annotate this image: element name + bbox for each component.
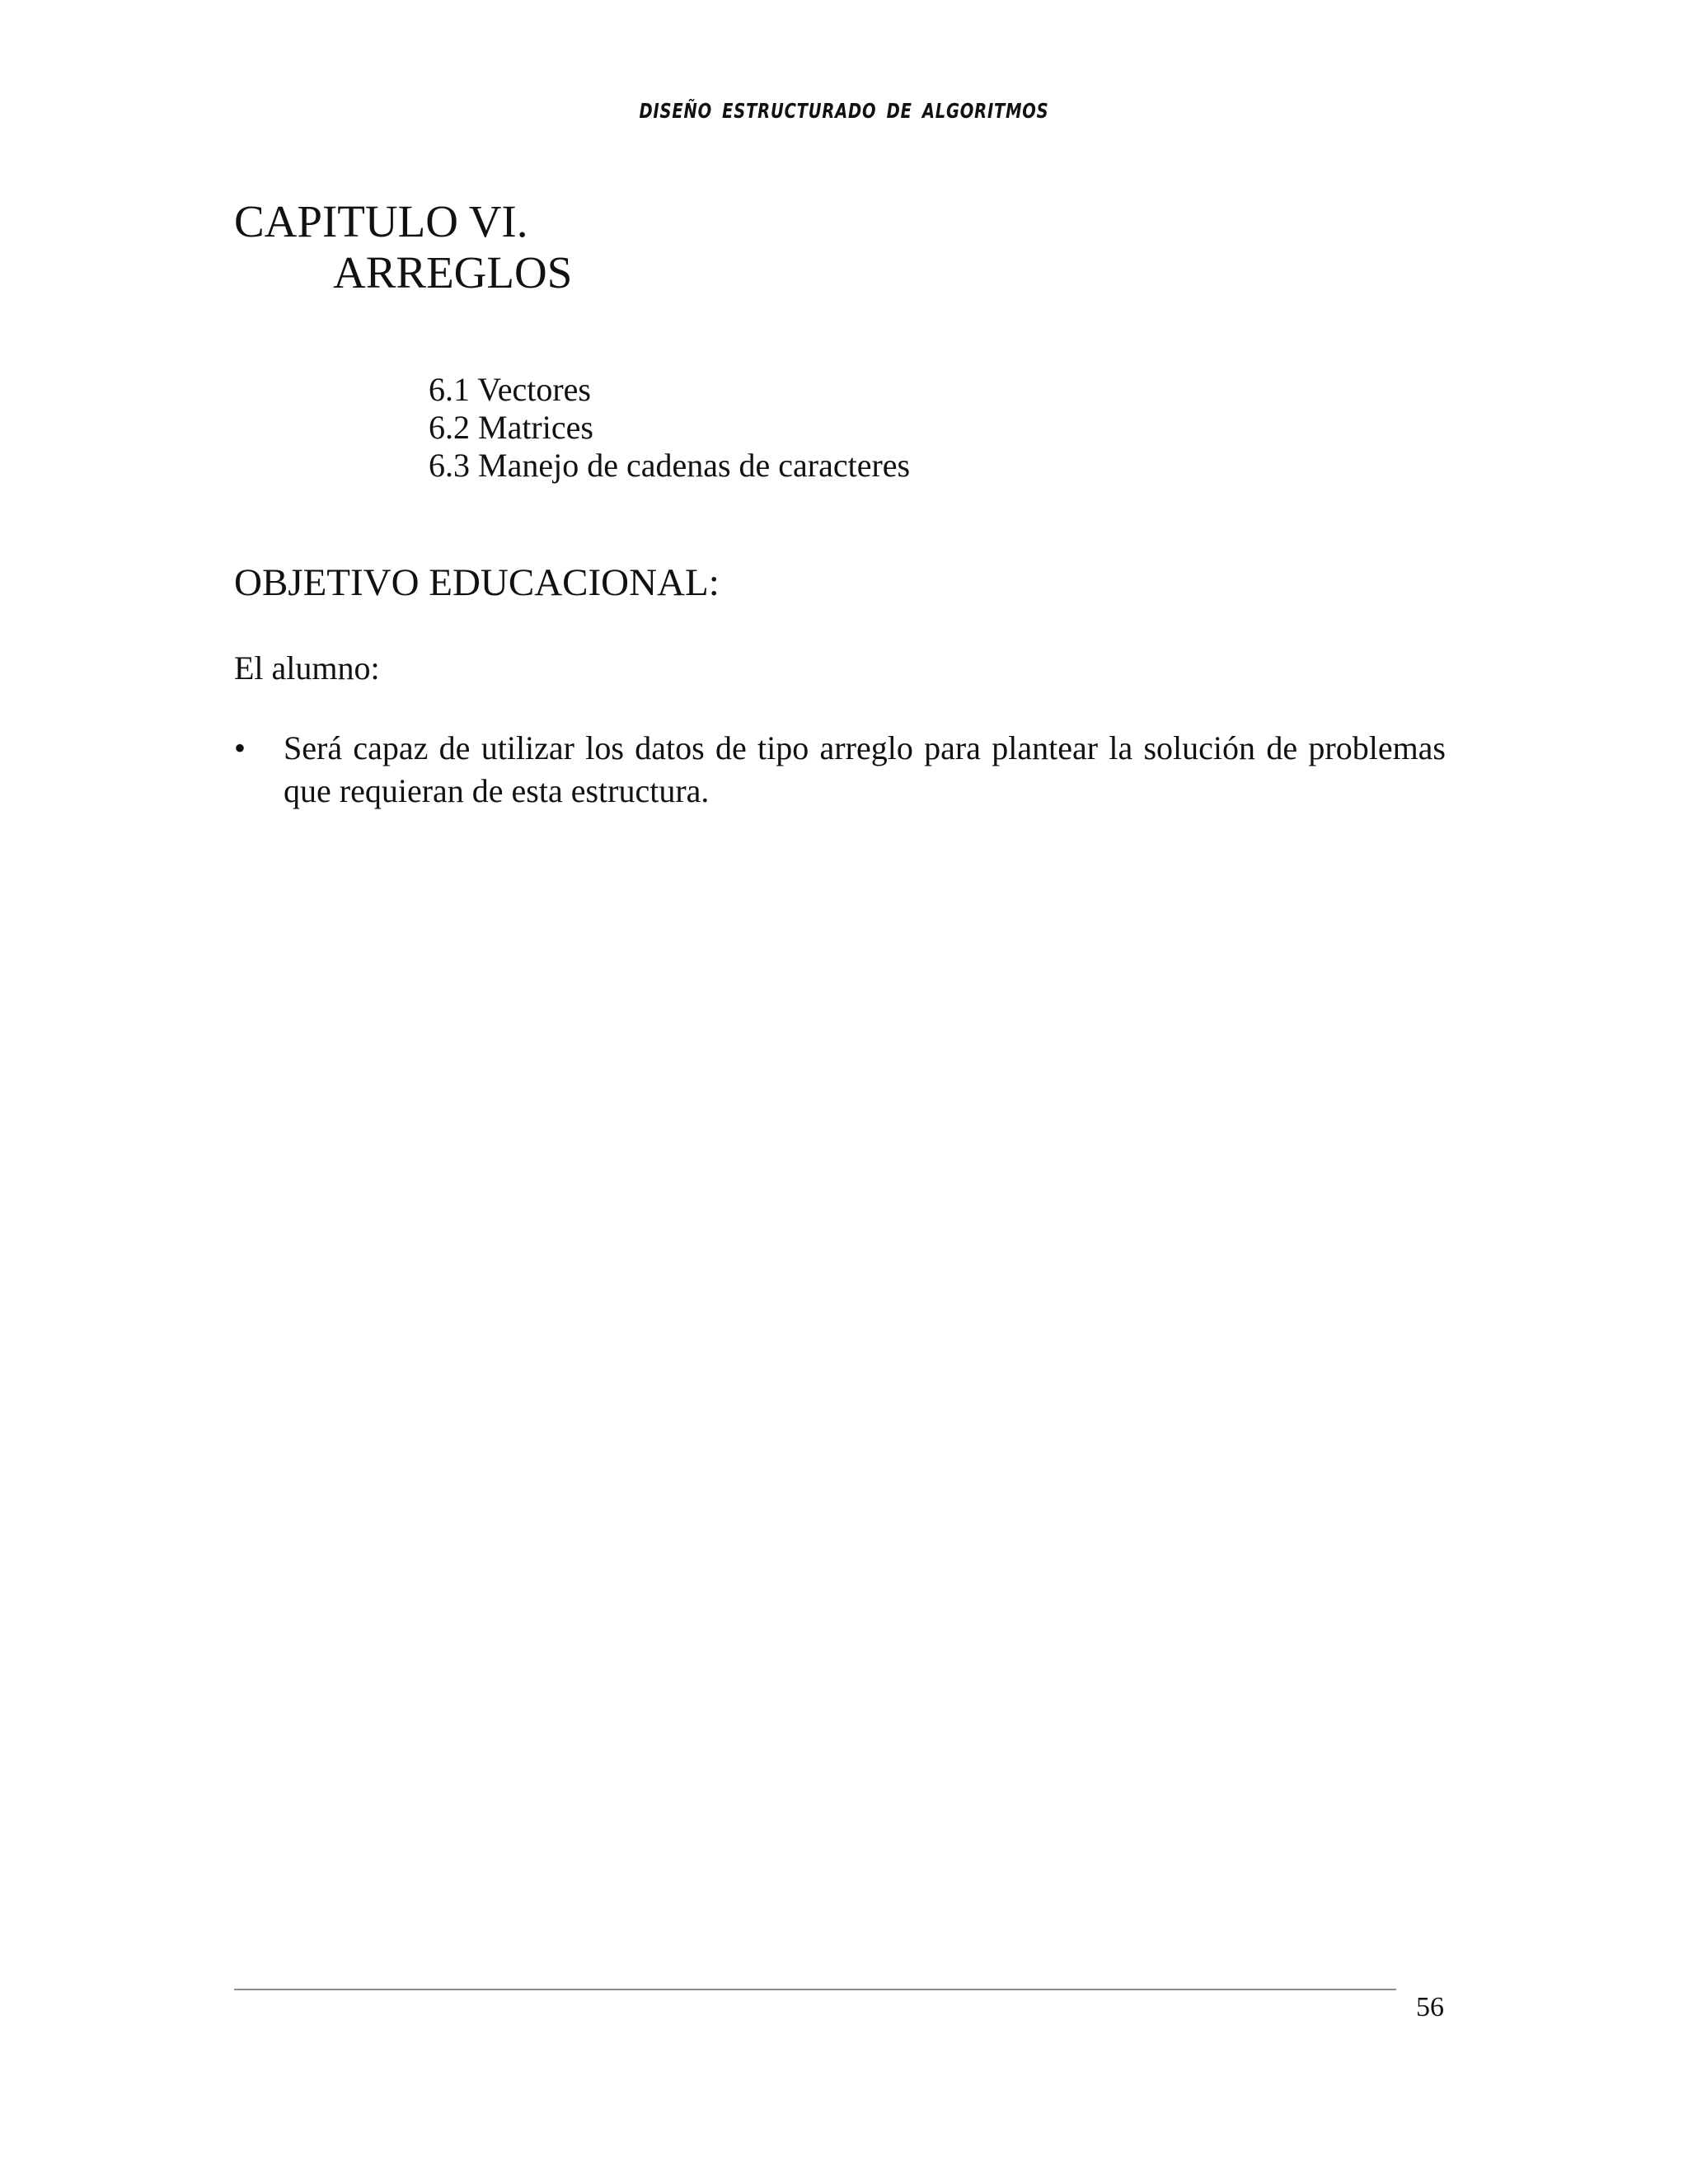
list-item bbox=[234, 727, 1446, 813]
toc-item: 6.3 Manejo de cadenas de caracteres bbox=[429, 447, 911, 484]
running-header: DISEÑO ESTRUCTURADO DE ALGORITMOS bbox=[639, 99, 1049, 123]
bullet-icon: • bbox=[234, 729, 246, 766]
toc-item: 6.2 Matrices bbox=[429, 409, 593, 446]
objective-list bbox=[234, 727, 1446, 813]
chapter-name: ARREGLOS bbox=[333, 247, 573, 298]
toc-item: 6.1 Vectores bbox=[429, 371, 591, 408]
chapter-title bbox=[234, 196, 572, 298]
chapter-contents bbox=[429, 371, 910, 485]
objective-heading: OBJETIVO EDUCACIONAL: bbox=[234, 561, 720, 604]
objective-intro: El alumno: bbox=[234, 649, 380, 687]
objective-text: Será capaz de utilizar los datos de tipo arreglo para plantear la solución de problemas que requieran de esta estructura. bbox=[284, 729, 1446, 809]
page-number: 56 bbox=[1416, 1992, 1444, 2022]
chapter-number: CAPITULO VI. bbox=[234, 196, 528, 246]
footer-divider bbox=[234, 1989, 1396, 1990]
